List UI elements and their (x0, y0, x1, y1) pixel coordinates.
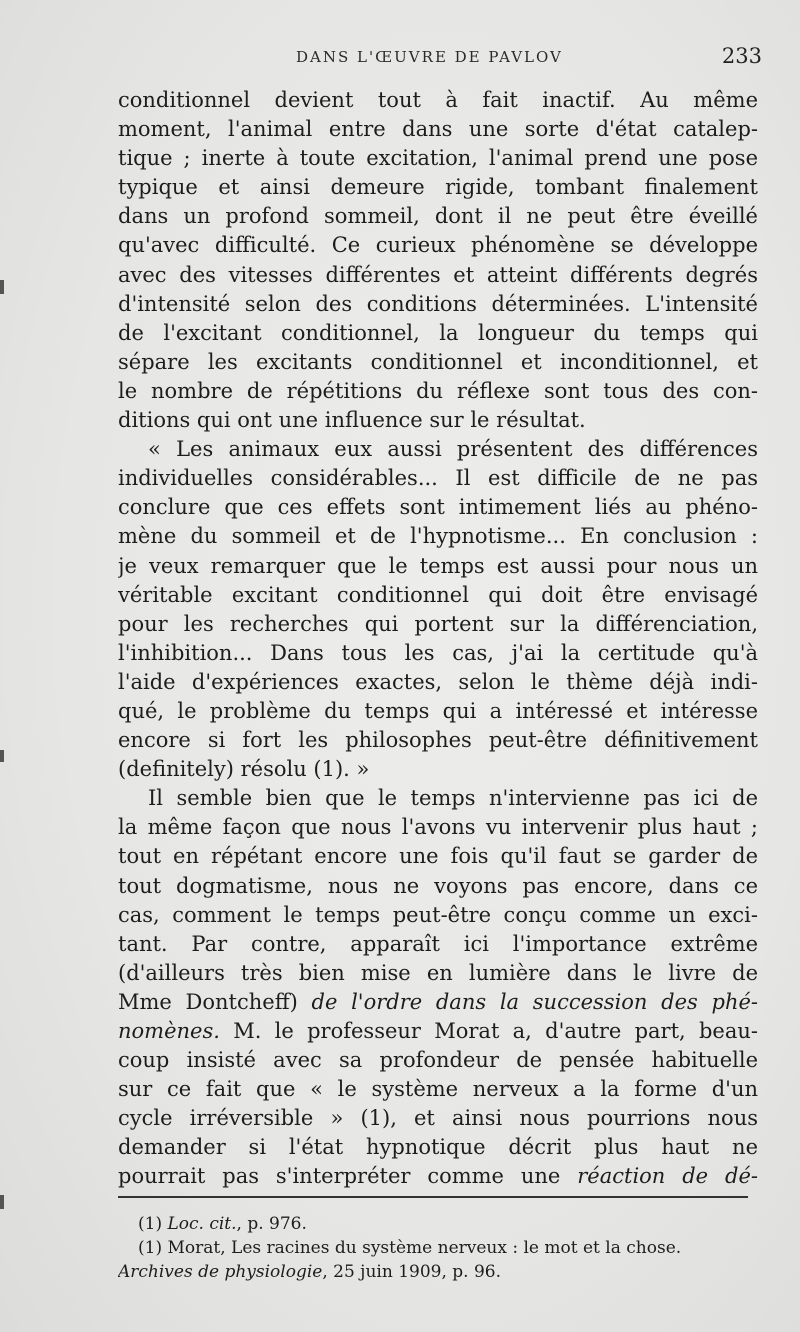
text-line (118, 988, 758, 1017)
text-line: sépare les excitants conditionnel et inconditionnel, et (118, 349, 758, 374)
text-line: encore si fort les philosophes peut-être définitivement (118, 728, 758, 753)
page-header (118, 44, 764, 74)
text-line: (definitely) résolu (1). » (118, 757, 370, 782)
text-line: tout en répétant encore une fois qu'il faut se garder de (118, 844, 758, 869)
running-title: DANS L'ŒUVRE DE PAVLOV (296, 48, 563, 66)
text-line: l'aide d'expériences exactes, selon le thème déjà indi- (118, 669, 758, 694)
text-line: dans un profond sommeil, dont il ne peut être éveillé (118, 204, 758, 229)
footnote: (1) Morat, Les racines du système nerveux : le mot et la chose. (138, 1238, 682, 1258)
text-line: véritable excitant conditionnel qui doit être envisagé (118, 582, 758, 607)
text-line (118, 1162, 758, 1191)
text-line (118, 1017, 758, 1046)
text-line: « Les animaux eux aussi présentent des différences (148, 437, 758, 462)
text-line: Il semble bien que le temps n'intervienne pas ici de (148, 786, 758, 811)
text-line: tant. Par contre, apparaît ici l'importance extrême (118, 931, 758, 956)
text-line: qu'avec difficulté. Ce curieux phénomène se développe (118, 233, 758, 258)
footnotes (118, 1212, 768, 1284)
scan-edge-mark (0, 750, 4, 762)
text-line: pour les recherches qui portent sur la différenciation, (118, 611, 758, 636)
text-line: la même façon que nous l'avons vu intervenir plus haut ; (118, 815, 758, 840)
text-line: avec des vitesses différentes et atteint différents degrés (118, 262, 758, 287)
text-line: je veux remarquer que le temps est aussi pour nous un (118, 553, 758, 578)
footnote-marker: (1) (138, 1214, 168, 1234)
text-line: conclure que ces effets sont intimement liés au phéno- (118, 495, 758, 520)
text-line: tique ; inerte à toute excitation, l'animal prend une pose (118, 146, 758, 171)
text-line: l'inhibition... Dans tous les cas, j'ai la certitude qu'à (118, 640, 758, 665)
text-line: individuelles considérables... Il est difficile de ne pas (118, 466, 758, 491)
italic-segment: Loc. cit. (167, 1214, 237, 1234)
body-text (118, 86, 758, 1192)
scan-edge-mark (0, 1195, 4, 1209)
text-line: moment, l'animal entre dans une sorte d'état catalep- (118, 117, 758, 142)
italic-segment: de l'ordre dans la succession des phé- (311, 989, 758, 1014)
text-line: d'intensité selon des conditions déterminées. L'intensité (118, 291, 758, 316)
footnote (118, 1260, 768, 1284)
text-segment: Mme Dontcheff) (118, 989, 312, 1014)
text-line: cas, comment le temps peut-être conçu comme un exci- (118, 902, 758, 927)
text-line: typique et ainsi demeure rigide, tombant finalement (118, 175, 758, 200)
text-line: ditions qui ont une influence sur le résultat. (118, 408, 586, 433)
text-line: cycle irréversible » (1), et ainsi nous pourrions nous (118, 1106, 758, 1131)
text-line: mène du sommeil et de l'hypnotisme... En conclusion : (118, 524, 758, 549)
scan-edge-mark (0, 280, 4, 294)
text-line: sur ce fait que « le système nerveux a la forme d'un (118, 1077, 758, 1102)
text-segment: , p. 976. (236, 1214, 307, 1234)
text-line: de l'excitant conditionnel, la longueur du temps qui (118, 320, 758, 345)
italic-segment: réaction de dé- (577, 1164, 758, 1189)
text-line: qué, le problème du temps qui a intéressé et intéresse (118, 698, 758, 723)
text-line: conditionnel devient tout à fait inactif. Au même (118, 88, 758, 112)
text-segment: pourrait pas s'interpréter comme une (118, 1164, 578, 1189)
italic-segment: Archives de physiologie (118, 1262, 323, 1282)
text-segment: M. le professeur Morat a, d'autre part, beau- (219, 1019, 758, 1043)
text-segment: , 25 juin 1909, p. 96. (322, 1262, 501, 1282)
text-line: coup insisté avec sa profondeur de pensée habituelle (118, 1048, 758, 1073)
footnote-divider (118, 1196, 748, 1198)
page-number: 233 (721, 44, 762, 68)
text-line: tout dogmatisme, nous ne voyons pas encore, dans ce (118, 873, 758, 898)
text-line: (d'ailleurs très bien mise en lumière dans le livre de (118, 960, 758, 985)
text-line: demander si l'état hypnotique décrit plus haut ne (118, 1135, 758, 1160)
italic-segment: nomènes. (118, 1019, 220, 1043)
footnote (118, 1212, 768, 1236)
text-line: le nombre de répétitions du réflexe sont tous des con- (118, 378, 758, 403)
